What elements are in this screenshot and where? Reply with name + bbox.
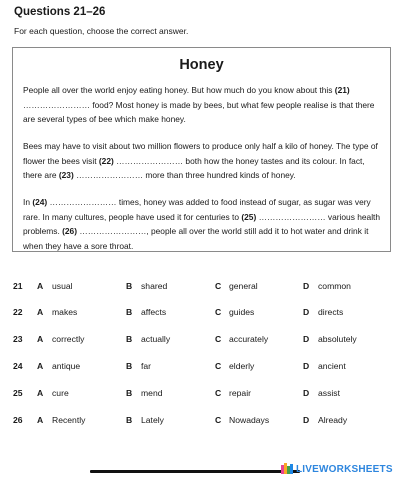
gap-number: (24)	[32, 197, 48, 207]
question-row	[13, 281, 393, 295]
option-letter: B	[126, 361, 133, 371]
option-letter: D	[303, 307, 310, 317]
option-letter: C	[215, 388, 222, 398]
passage-title: Honey	[179, 57, 224, 73]
option-letter: A	[37, 388, 44, 398]
answer-option[interactable]: assist	[318, 388, 340, 398]
question-row	[13, 415, 393, 429]
reading-passage	[12, 47, 391, 252]
gap-number: (22)	[98, 155, 114, 166]
answer-option[interactable]: affects	[141, 307, 167, 317]
answer-option[interactable]: ancient	[318, 361, 346, 371]
question-row	[13, 307, 393, 321]
option-letter: A	[37, 361, 44, 371]
liveworksheets-logo-icon	[281, 462, 295, 476]
liveworksheets-brand[interactable]	[281, 462, 393, 476]
answer-option[interactable]: repair	[229, 388, 251, 398]
answer-option[interactable]: elderly	[229, 361, 255, 371]
answer-option[interactable]: accurately	[229, 334, 269, 344]
question-number: 22	[13, 307, 23, 317]
answer-option[interactable]: makes	[52, 307, 78, 317]
passage-text: …………………… food? Most honey is made by bees, but what few people realise is that there are several types of bee which make honey.	[23, 99, 375, 125]
answer-option[interactable]: usual	[52, 281, 73, 291]
question-row	[13, 334, 393, 348]
option-letter: D	[303, 361, 310, 371]
question-number: 24	[13, 361, 23, 371]
option-letter: C	[215, 415, 222, 425]
answer-option[interactable]: Lately	[141, 415, 164, 425]
passage-text: …………………… times, honey was added to food instead of sugar, as sugar was very rare. In many cultures, people have used it for centuries to	[23, 197, 371, 222]
question-row	[13, 361, 393, 375]
gap-number: (23)	[58, 170, 74, 181]
gap-number: (26)	[62, 226, 78, 237]
answer-option[interactable]: Nowadays	[229, 415, 270, 425]
footer-divider	[90, 470, 300, 473]
answer-option[interactable]: cure	[52, 388, 69, 398]
option-letter: B	[126, 388, 133, 398]
option-letter: B	[126, 307, 133, 317]
answer-option[interactable]: antique	[52, 361, 81, 371]
passage-paragraph	[23, 139, 385, 183]
option-letter: A	[37, 307, 44, 317]
passage-text: …………………… both how the honey tastes and its colour. In fact, there are	[23, 155, 365, 181]
option-letter: C	[215, 334, 222, 344]
passage-text: In	[23, 197, 33, 207]
passage-text: …………………… various health problems.	[23, 211, 381, 237]
option-letter: D	[303, 281, 310, 291]
option-letter: D	[303, 388, 310, 398]
brand-name: LIVEWORKSHEETS	[296, 463, 393, 475]
question-number: 23	[13, 334, 23, 344]
question-number: 21	[13, 281, 23, 291]
instruction-text: For each question, choose the correct answer.	[14, 26, 189, 36]
answer-option[interactable]: shared	[141, 281, 168, 291]
answer-option[interactable]: far	[141, 361, 152, 371]
answer-option[interactable]: actually	[141, 334, 171, 344]
option-letter: A	[37, 334, 44, 344]
passage-text: People all over the world enjoy eating honey. But how much do you know about this	[23, 85, 335, 95]
answer-option[interactable]: common	[318, 281, 351, 291]
question-row	[13, 388, 393, 402]
answer-option[interactable]: mend	[141, 388, 163, 398]
option-letter: B	[126, 415, 133, 425]
passage-paragraph	[23, 83, 385, 127]
answer-option[interactable]: general	[229, 281, 258, 291]
option-letter: B	[126, 281, 133, 291]
answer-option[interactable]: Recently	[52, 415, 86, 425]
passage-text: Bees may have to visit about two million flowers to produce only half a kilo of honey. The type of flower the bees visit	[23, 141, 378, 166]
answer-option[interactable]: directs	[318, 307, 344, 317]
option-letter: C	[215, 281, 222, 291]
option-letter: A	[37, 281, 44, 291]
gap-number: (21)	[334, 85, 350, 95]
option-letter: C	[215, 361, 222, 371]
question-number: 25	[13, 388, 23, 398]
option-letter: D	[303, 334, 310, 344]
option-letter: C	[215, 307, 222, 317]
question-number: 26	[13, 415, 23, 425]
passage-paragraph	[23, 195, 385, 253]
passage-text: …………………… more than three hundred kinds of honey.	[73, 170, 296, 181]
answer-option[interactable]: correctly	[52, 334, 85, 344]
gap-number: (25)	[241, 211, 257, 222]
option-letter: D	[303, 415, 310, 425]
answer-option[interactable]: absolutely	[318, 334, 357, 344]
answer-option[interactable]: Already	[318, 415, 348, 425]
option-letter: B	[126, 334, 133, 344]
option-letter: A	[37, 415, 44, 425]
answer-option[interactable]: guides	[229, 307, 255, 317]
section-heading: Questions 21–26	[14, 6, 106, 18]
passage-text: ……………………, people all over the world still add it to hot water and drink it when they have a sore throat.	[23, 226, 369, 251]
